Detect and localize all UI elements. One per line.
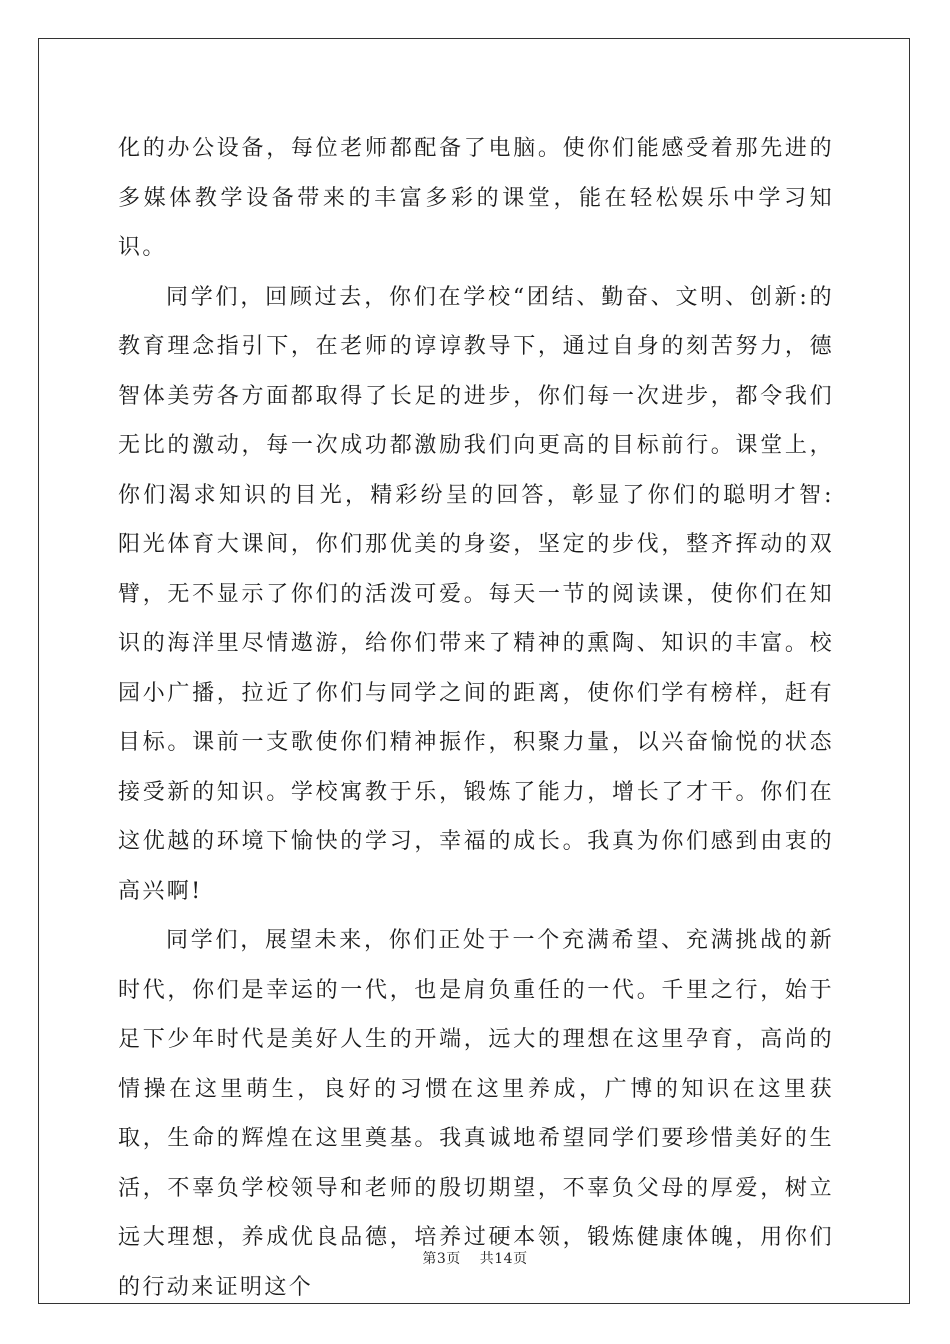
- document-body: [118, 124, 834, 1312]
- paragraph-continued: 化的办公设备，每位老师都配备了电脑。使你们能感受着那先进的多媒体教学设备带来的丰富多彩的课堂，能在轻松娱乐中学习知识。: [118, 136, 834, 260]
- paragraph-look-future: 同学们，展望未来，你们正处于一个充满希望、充满挑战的新时代，你们是幸运的一代，也是肩负重任的一代。千里之行，始于足下少年时代是美好人生的开端，远大的理想在这里孕育，高尚的情操在这里萌生，良好的习惯在这里养成，广博的知识在这里获取，生命的辉煌在这里奠基。我真诚地希望同学们要珍惜美好的生活，不辜负学校领导和老师的殷切期望，不辜负父母的厚爱，树立远大理想，养成优良品德，培养过硬本领，锻炼健康体魄，用你们的行动来证明这个: [118, 928, 834, 1300]
- page-total: 共14页: [479, 1251, 528, 1267]
- paragraph-review-past: 同学们，回顾过去，你们在学校“团结、勤奋、文明、创新:的教育理念指引下，在老师的谆谆教导下，通过自身的刻苦努力，德智体美劳各方面都取得了长足的进步，你们每一次进步，都令我们无比的激动，每一次成功都激励我们向更高的目标前行。课堂上，你们渴求知识的目光，精彩纷呈的回答，彰显了你们的聪明才智:阳光体育大课间，你们那优美的身姿，坚定的步伐，整齐挥动的双臂，无不显示了你们的活泼可爱。每天一节的阅读课，使你们在知识的海洋里尽情遨游，给你们带来了精神的熏陶、知识的丰富。校园小广播，拉近了你们与同学之间的距离，使你们学有榜样，赶有目标。课前一支歌使你们精神振作，积聚力量，以兴奋愉悦的状态接受新的知识。学校寓教于乐，锻炼了能力，增长了才干。你们在这优越的环境下愉快的学习，幸福的成长。我真为你们感到由衷的高兴啊!: [118, 284, 834, 904]
- page-footer: [0, 1248, 950, 1268]
- page-number: 第3页: [422, 1251, 461, 1267]
